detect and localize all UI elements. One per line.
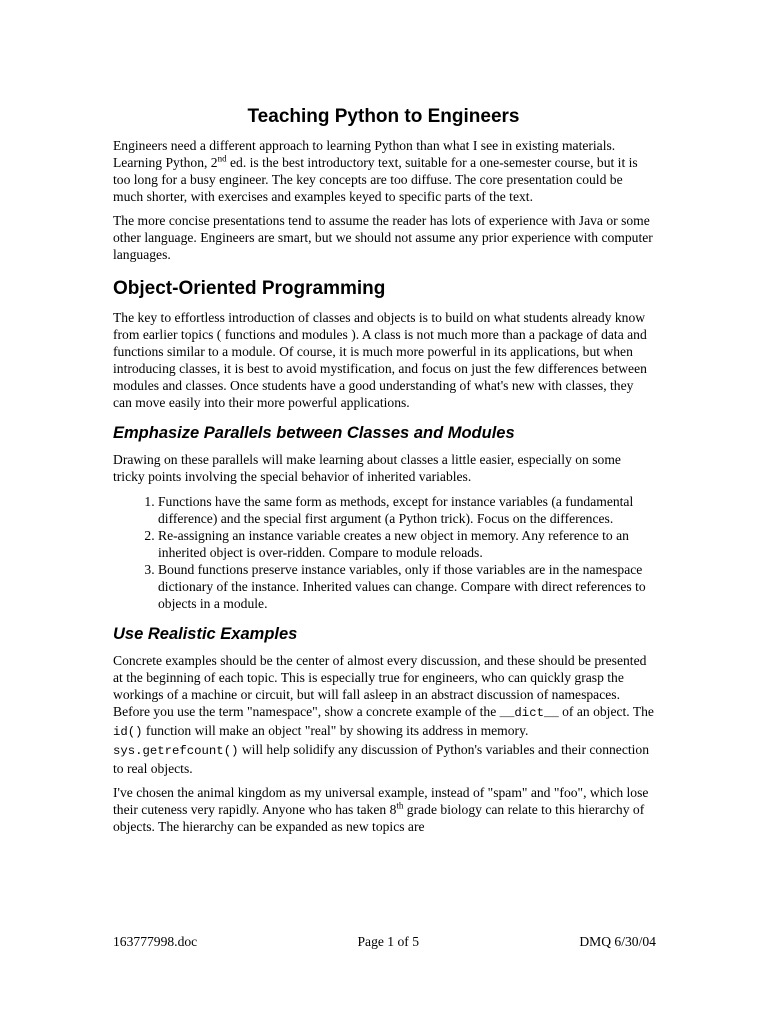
footer-author-date: DMQ 6/30/04 — [579, 934, 656, 949]
examples-p2-text-b: grade biology can relate to this hierarchy of objects. The hierarchy can be expanded as new topics are — [113, 802, 645, 834]
examples-paragraph-1 — [113, 652, 654, 777]
code-getrefcount: sys.getrefcount() — [113, 744, 239, 758]
code-id: id() — [113, 725, 143, 739]
section-heading-oop: Object-Oriented Programming — [113, 278, 386, 299]
examples-p1-text-d: will help solidify any discussion of Python's variables and their connection to real objects. — [113, 742, 650, 776]
code-dict: __dict__ — [499, 706, 559, 720]
page-footer — [113, 933, 656, 950]
examples-p1-text-a: Concrete examples should be the center of almost every discussion, and these should be presented at the beginning of each topic. This is especially true for engineers, who can quickly grasp the workings of a machine or circuit, but will fall asleep in an abstract discussion of namespaces. Before you use the term "namespace", show a concrete example of the — [113, 653, 647, 719]
intro-p1-text-a: Engineers need a different approach to learning Python than what I see in existing materials. Learning Python, 2 — [113, 138, 616, 170]
list-item: 1. Functions have the same form as methods, except for instance variables (a fundamental difference) and the special first argument (a Python trick). Focus on the differences. — [158, 493, 654, 527]
parallels-list — [113, 493, 654, 612]
list-item: 2. Re-assigning an instance variable creates a new object in memory. Any reference to an inherited object is over-ridden. Compare to module reloads. — [158, 527, 654, 561]
examples-paragraph-2 — [113, 784, 654, 835]
intro-paragraph-2: The more concise presentations tend to assume the reader has lots of experience with Java or some other language. Engineers are smart, but we should not assume any prior experience with computer languages. — [113, 213, 653, 262]
footer-filename: 163777998.doc — [113, 934, 198, 949]
subsection-heading-examples: Use Realistic Examples — [113, 625, 298, 643]
examples-p2-text-a: I've chosen the animal kingdom as my universal example, instead of "spam" and "foo", which lose their cuteness very rapidly. Anyone who has taken 8 — [113, 785, 649, 817]
ordinal-superscript: th — [396, 800, 404, 811]
document-title: Teaching Python to Engineers — [247, 106, 520, 127]
ordinal-superscript: nd — [217, 153, 227, 164]
parallels-paragraph: Drawing on these parallels will make learning about classes a little easier, especially on some tricky points involving the special behavior of inherited variables. — [113, 452, 621, 484]
intro-p1-text-b: ed. is the best introductory text, suitable for a one-semester course, but it is too long for a busy engineer. The key concepts are too diffuse. The core presentation could be much shorter, with exercises and examples keyed to specific parts of the text. — [113, 155, 638, 204]
oop-paragraph: The key to effortless introduction of classes and objects is to build on what students already know from earlier topics ( functions and modules ). A class is not much more than a package of data and functions similar to a module. Of course, it is much more powerful in its applications, but when introducing classes, it is best to avoid mystification, and focus on just the few differences between modules and classes. Once students have a good understanding of what's new with classes, they can move easily into their more powerful applications. — [113, 310, 647, 410]
footer-page-number: Page 1 of 5 — [357, 934, 420, 949]
examples-p1-text-b: of an object. The — [558, 704, 654, 719]
subsection-heading-parallels: Emphasize Parallels between Classes and Modules — [113, 424, 515, 442]
list-item: 3. Bound functions preserve instance variables, only if those variables are in the namespace dictionary of the instance. Inherited values can change. Compare with direct references to objects in a module. — [158, 561, 654, 612]
intro-paragraph-1 — [113, 137, 654, 205]
examples-p1-text-c: function will make an object "real" by showing its address in memory. — [142, 723, 529, 738]
